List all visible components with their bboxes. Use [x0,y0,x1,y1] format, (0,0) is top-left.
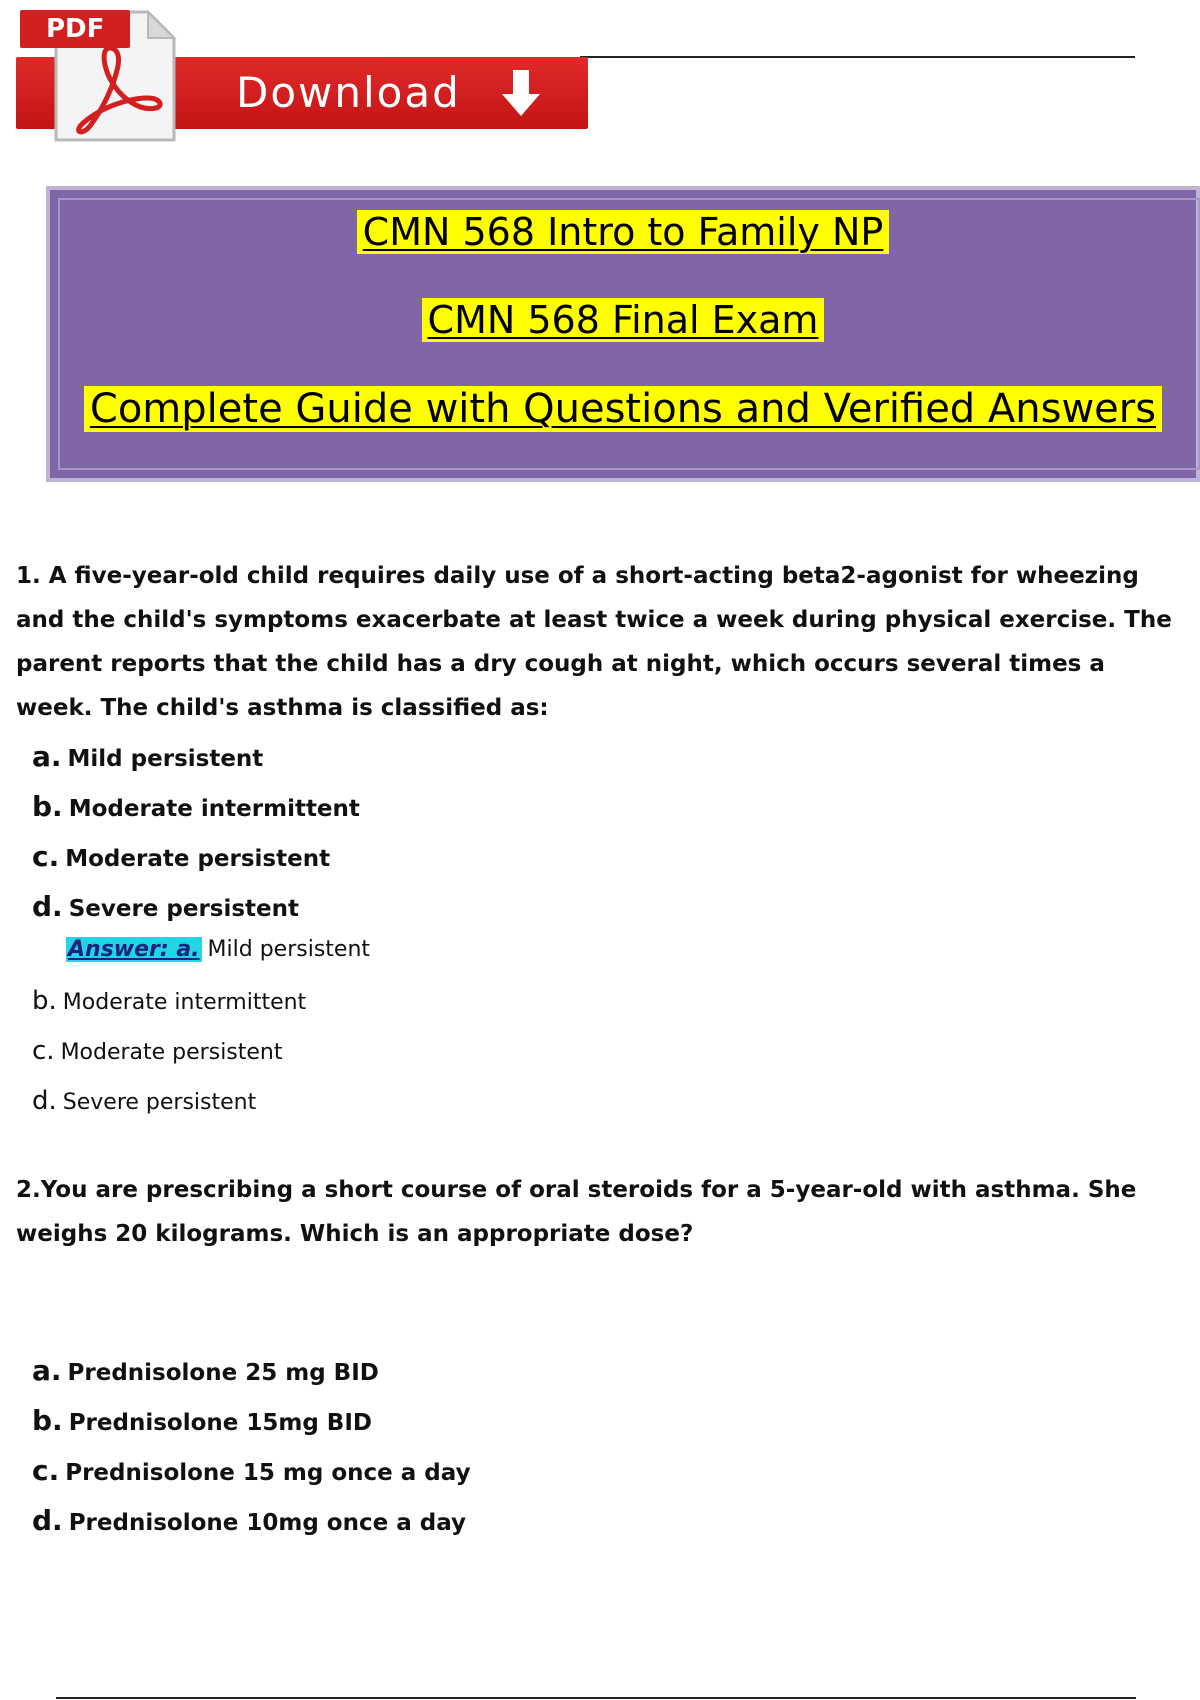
header-rule [580,56,1135,58]
q1-repeat-option-c [32,1036,283,1066]
course-title [50,210,1196,254]
guide-subtitle-text: Complete Guide with Questions and Verified Answers [84,386,1162,432]
q1-answer [66,937,370,962]
option-letter: d. [32,1086,57,1116]
q1-repeat-option-d [32,1086,256,1116]
option-text: Prednisolone 10mg once a day [68,1510,467,1536]
q1-option-a [32,740,263,773]
option-text: Prednisolone 15mg BID [68,1410,372,1436]
question-1: 1. A five-year-old child requires daily use of a short-acting beta2-agonist for wheezing and the child's symptoms exacerbate at least twice a week during physical exercise. The parent reports that the child has a dry cough at night, which occurs several times a week. The child's asthma is classified as: [16,563,1172,721]
option-letter: d. [32,1504,63,1537]
question-2: 2.You are prescribing a short course of oral steroids for a 5-year-old with asthma. She weighs 20 kilograms. Which is an appropriate dose? [16,1177,1137,1247]
option-text: Moderate persistent [65,846,331,872]
footer-rule [56,1697,1136,1699]
exam-title [50,298,1196,342]
answer-text: Mild persistent [207,937,371,962]
option-text: Moderate persistent [60,1040,283,1065]
option-letter: a. [32,1354,62,1387]
option-letter: a. [32,740,62,773]
q2-option-d [32,1504,466,1537]
option-letter: c. [32,840,60,873]
exam-title-text: CMN 568 Final Exam [422,298,825,342]
option-letter: b. [32,986,57,1016]
title-box [46,186,1200,482]
q2-option-c [32,1454,471,1487]
option-letter: d. [32,890,63,923]
option-letter: c. [32,1036,55,1066]
option-text: Mild persistent [67,746,264,772]
guide-subtitle [50,386,1196,432]
option-text: Severe persistent [62,1090,257,1115]
option-text: Prednisolone 25 mg BID [67,1360,379,1386]
course-title-text: CMN 568 Intro to Family NP [357,210,890,254]
option-letter: b. [32,1404,63,1437]
q1-repeat-option-b [32,986,306,1016]
option-letter: c. [32,1454,60,1487]
option-text: Moderate intermittent [68,796,360,822]
q1-option-c [32,840,330,873]
option-text: Prednisolone 15 mg once a day [65,1460,471,1486]
arrow-down-icon[interactable] [498,68,544,118]
q2-option-b [32,1404,372,1437]
download-label[interactable]: Download [236,68,461,117]
q2-option-a [32,1354,379,1387]
option-letter: b. [32,790,63,823]
option-text: Severe persistent [68,896,300,922]
q1-option-b [32,790,360,823]
q1-option-d [32,890,299,923]
answer-label: Answer: a. [68,937,200,962]
pdf-label: PDF [20,10,130,48]
option-text: Moderate intermittent [62,990,307,1015]
